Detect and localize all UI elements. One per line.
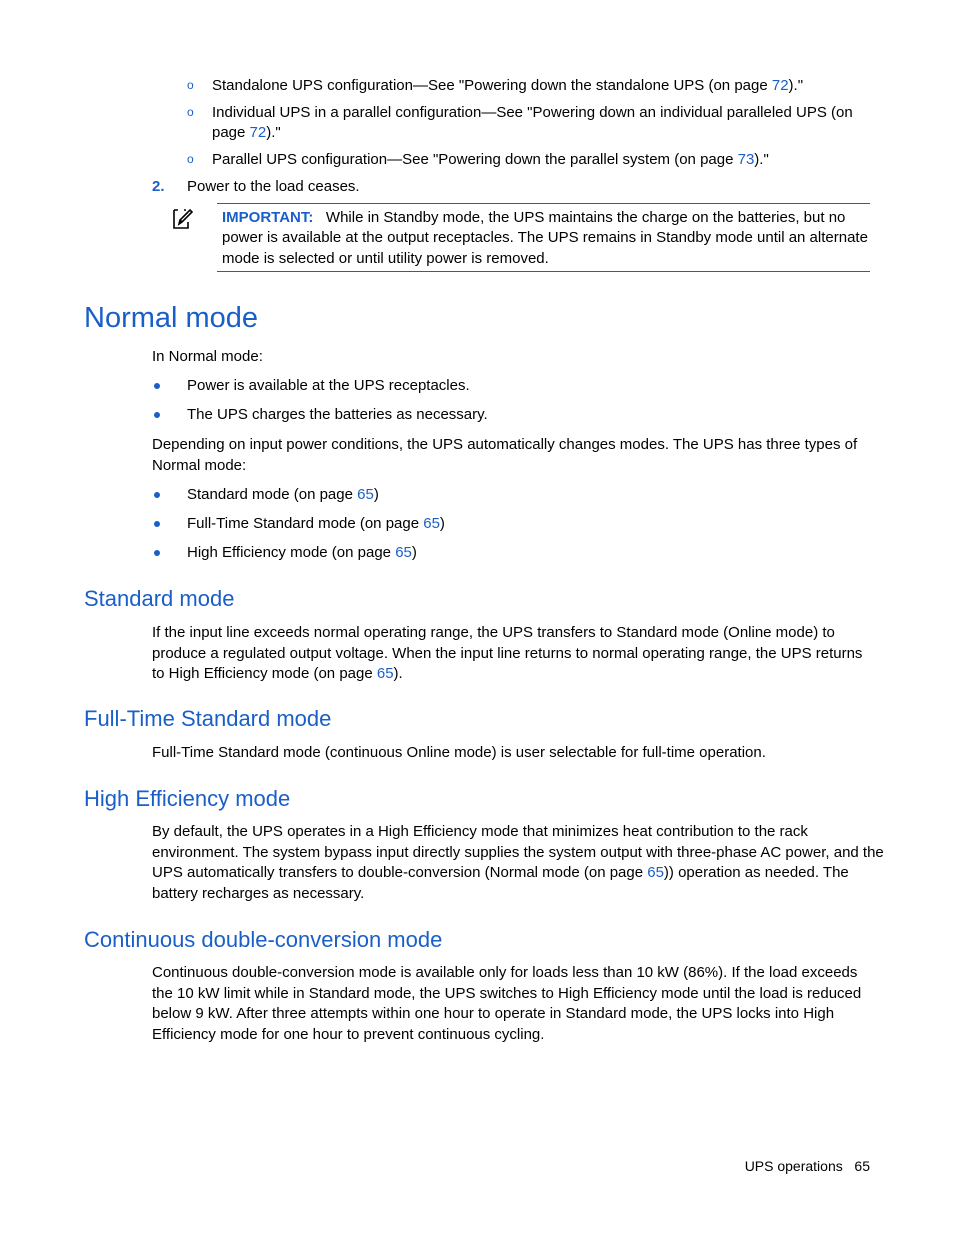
footer-page-number: 65: [854, 1158, 870, 1174]
sub-bullet-marker: o: [187, 152, 194, 166]
page-link[interactable]: 65: [357, 486, 374, 503]
paragraph-line: Efficiency mode for one hour to prevent continuous cycling.: [152, 1026, 545, 1043]
paragraph-line: Continuous double-conversion mode is available only for loads less than 10 kW (86%). If the load exceeds: [152, 964, 858, 981]
list-item: Standalone UPS configuration—See "Powering down the standalone UPS (on page 72).": [212, 77, 804, 94]
important-top-rule: [217, 203, 870, 204]
important-label: IMPORTANT:: [222, 209, 314, 226]
page-link[interactable]: 73: [737, 151, 755, 168]
bullet-dot: [154, 550, 160, 556]
paragraph-line: to High Efficiency mode (on page 65).: [152, 665, 403, 682]
bullet-dot: [154, 412, 160, 418]
bullet-dot: [154, 383, 160, 389]
heading-normal-mode: Normal mode: [84, 302, 259, 334]
list-item: Parallel UPS configuration—See "Powering down the parallel system (on page 73).": [212, 151, 769, 168]
paragraph-line: Depending on input power conditions, the UPS automatically changes modes. The UPS has three types of: [152, 436, 858, 453]
important-line-2: power is available at the output receptacles. The UPS remains in Standby mode until an alternate: [222, 229, 868, 246]
important-note-icon: [170, 207, 194, 231]
paragraph-line: Normal mode:: [152, 457, 247, 474]
important-line-3: mode is selected or until utility power is removed.: [222, 250, 549, 267]
paragraph-line: If the input line exceeds normal operating range, the UPS transfers to Standard mode (Online mode) to: [152, 624, 835, 641]
step-number: 2.: [152, 178, 165, 195]
step-text: Power to the load ceases.: [187, 178, 360, 195]
paragraph-line: environment. The system bypass input directly supplies the system output with three-phase AC power, and the: [152, 844, 884, 861]
bullet-dot: [154, 492, 160, 498]
list-item: The UPS charges the batteries as necessary.: [187, 406, 488, 423]
page-link[interactable]: 65: [423, 515, 440, 532]
important-bottom-rule: [217, 271, 870, 272]
heading-fulltime-standard-mode: Full-Time Standard mode: [84, 706, 332, 731]
heading-high-efficiency-mode: High Efficiency mode: [84, 786, 291, 811]
footer-section: UPS operations: [744, 1158, 843, 1174]
sub-bullet-marker: o: [187, 78, 194, 92]
heading-standard-mode: Standard mode: [84, 586, 235, 611]
list-item: Individual UPS in a parallel configuration—See "Powering down an individual paralleled UPS (on: [212, 104, 853, 121]
paragraph-line: below 9 kW. After three attempts within one hour to operate in Standard mode, the UPS locks into High: [152, 1005, 835, 1022]
list-item-continuation: page 72).": [212, 124, 281, 141]
list-item: Standard mode (on page 65): [187, 486, 379, 503]
page-footer: [745, 1158, 870, 1174]
bullet-dot: [154, 521, 160, 527]
list-item: Power is available at the UPS receptacles.: [187, 377, 470, 394]
paragraph-line: By default, the UPS operates in a High Efficiency mode that minimizes heat contribution to the rack: [152, 823, 808, 840]
heading-continuous-double-conversion-mode: Continuous double-conversion mode: [84, 927, 443, 952]
page-link[interactable]: 65: [395, 544, 412, 561]
list-item: High Efficiency mode (on page 65): [187, 544, 417, 561]
paragraph-line: Full-Time Standard mode (continuous Online mode) is user selectable for full-time operation.: [152, 744, 766, 761]
paragraph-line: UPS automatically transfers to double-conversion (Normal mode (on page 65)) operation as needed. The: [152, 864, 849, 881]
page-link[interactable]: 72: [771, 77, 789, 94]
paragraph-line: produce a regulated output voltage. When the input line returns to normal operating range, the UPS returns: [152, 645, 863, 662]
page-link[interactable]: 72: [249, 124, 267, 141]
page-link[interactable]: 65: [647, 864, 664, 881]
paragraph-line: the 10 kW limit while in Standard mode, the UPS switches to High Efficiency mode until the load is reduced: [152, 985, 862, 1002]
sub-bullet-marker: o: [187, 105, 194, 119]
important-line-1: IMPORTANT: While in Standby mode, the UPS maintains the charge on the batteries, but no: [222, 209, 846, 226]
paragraph-line: battery recharges as necessary.: [152, 885, 365, 902]
normal-intro: In Normal mode:: [152, 348, 263, 365]
list-item: Full-Time Standard mode (on page 65): [187, 515, 445, 532]
page-link[interactable]: 65: [376, 665, 394, 682]
